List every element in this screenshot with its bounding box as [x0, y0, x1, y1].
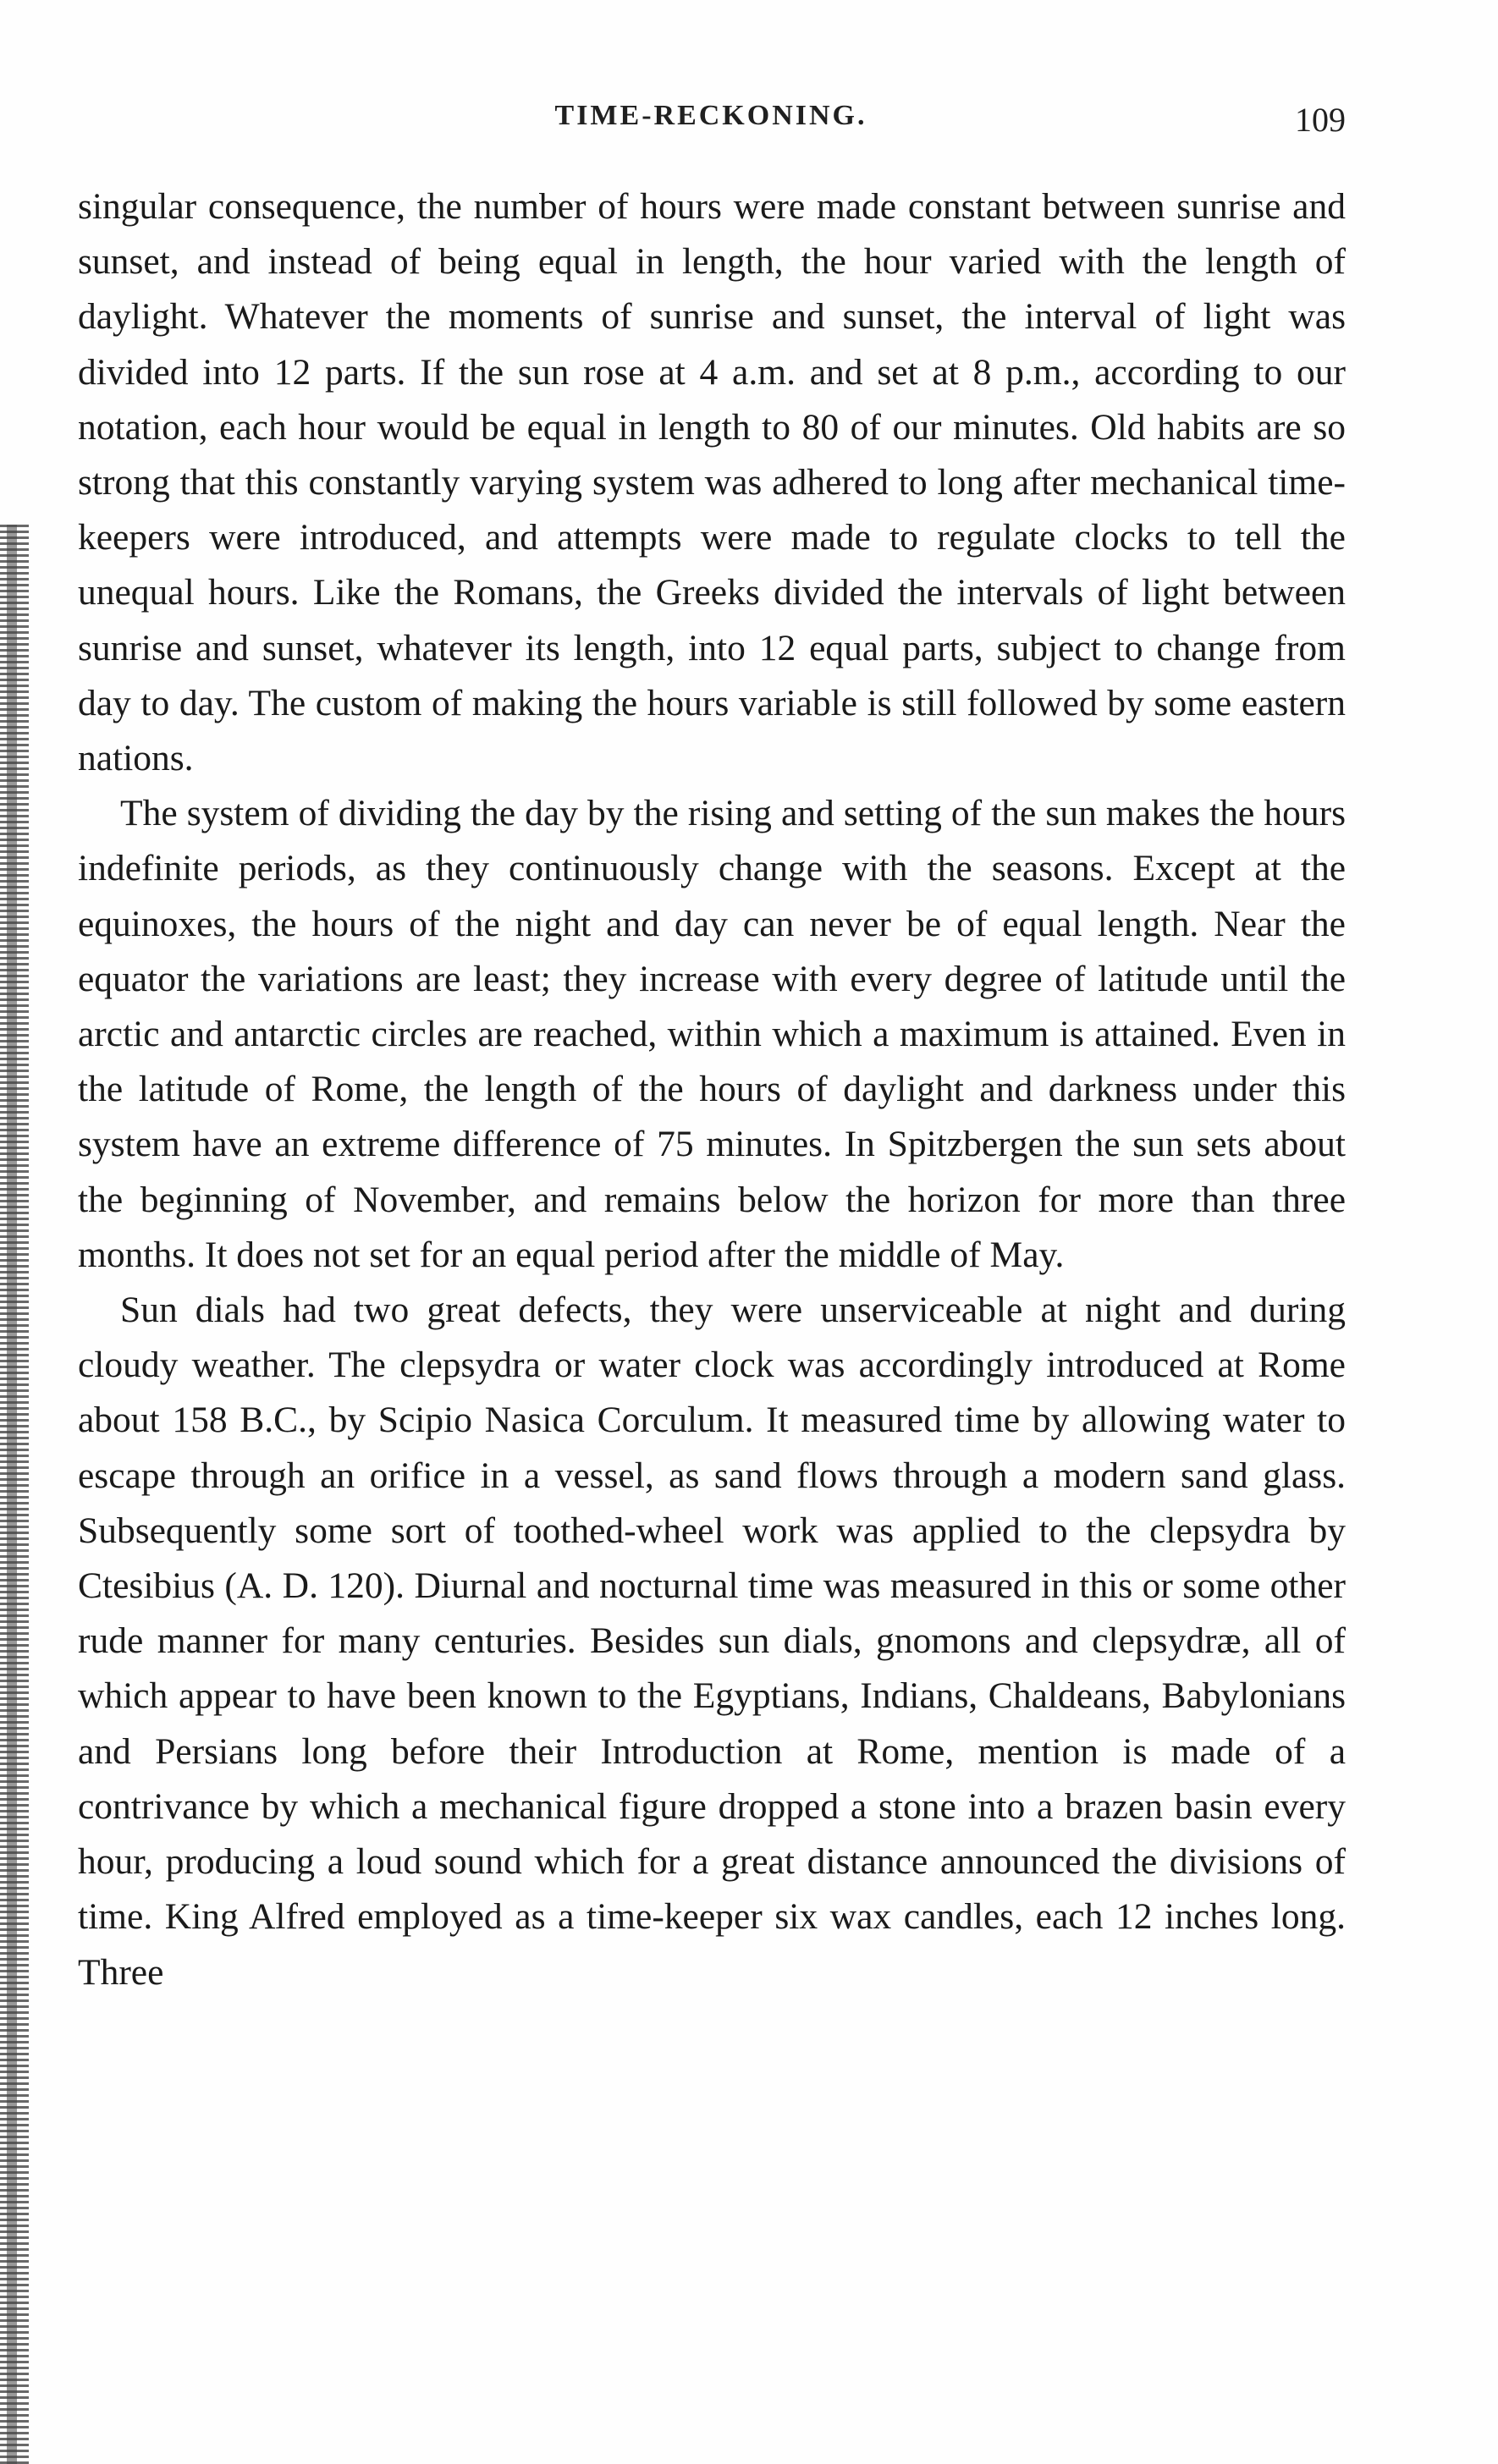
page-number: 109: [1295, 101, 1346, 139]
body-text: [78, 179, 1346, 2000]
paragraph-3: Sun dials had two great defects, they were unserviceable at night and during cloudy weather. The clepsydra or water clock was accordingly introduced at Rome about 158 B.C., by Scipio Nasica Corculum. It measured time by allowing water to escape through an orifice in a vessel, as sand flows through a modern sand glass. Subsequently some sort of toothed-wheel work was applied to the clepsydra by Ctesibius (A. D. 120). Diurnal and nocturnal time was measured in this or some other rude manner for many centuries. Besides sun dials, gnomons and clepsydræ, all of which appear to have been known to the Egyptians, Indians, Chaldeans, Babylonians and Persians long before their Introduction at Rome, mention is made of a contrivance by which a mechanical figure dropped a stone into a brazen basin every hour, producing a loud sound which for a great distance announced the divisions of time. King Alfred employed as a time-keeper six wax candles, each 12 inches long. Three: [78, 1290, 1346, 1993]
paragraph-2: The system of dividing the day by the rising and setting of the sun makes the hours indefinite periods, as they continuously change with the seasons. Except at the equinoxes, the hours of the night and day can never be of equal length. Near the equator the variations are least; they increase with every degree of latitude until the arctic and antarctic circles are reached, within which a maximum is attained. Even in the latitude of Rome, the length of the hours of daylight and darkness under this system have an extreme difference of 75 minutes. In Spitzbergen the sun sets about the beginning of November, and remains below the horizon for more than three months. It does not set for an equal period after the middle of May.: [78, 793, 1346, 1275]
page-header: [76, 100, 1346, 147]
paragraph-1: singular consequence, the number of hours were made constant between sunrise and sunset, and instead of being equal in length, the hour varied with the length of daylight. Whatever the moments of sunrise and sunset, the interval of light was divided into 12 parts. If the sun rose at 4 a.m. and set at 8 p.m., according to our notation, each hour would be equal in length to 80 of our minutes. Old habits are so strong that this constantly varying system was adhered to long after mechanical time-keepers were introduced, and attempts were made to regulate clocks to tell the unequal hours. Like the Romans, the Greeks divided the intervals of light between sunrise and sunset, whatever its length, into 12 equal parts, subject to change from day to day. The custom of making the hours variable is still followed by some eastern nations.: [78, 186, 1346, 779]
running-head: TIME-RECKONING.: [554, 100, 867, 131]
binding-edge-shadow: [0, 525, 29, 2464]
